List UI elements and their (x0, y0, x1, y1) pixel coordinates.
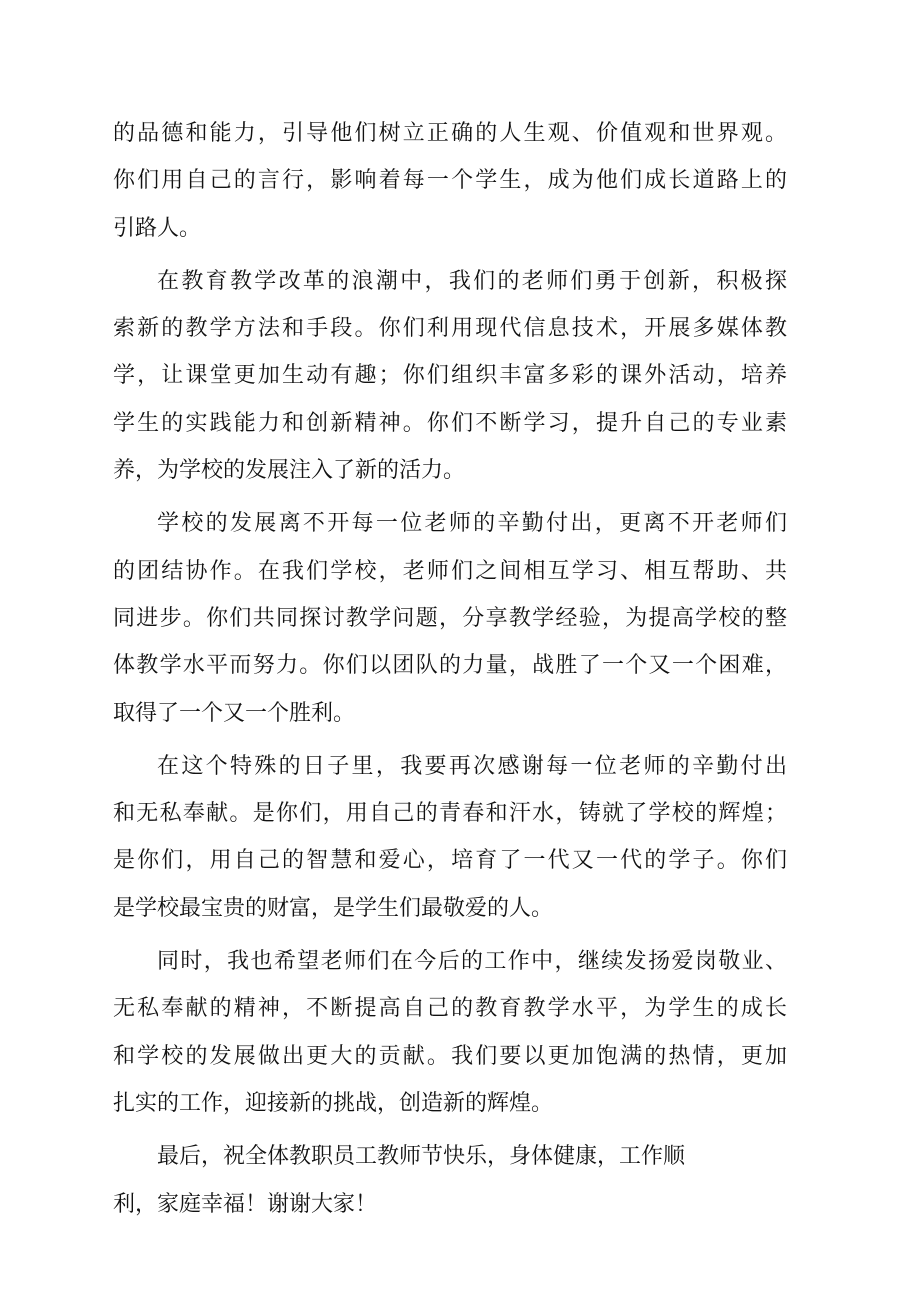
text-line: 学生的实践能力和创新精神。你们不断学习，提升自己的专业素 (113, 410, 787, 436)
paragraph (113, 258, 787, 494)
text-line: 同进步。你们共同探讨教学问题，分享教学经验，为提高学校的整 (113, 605, 787, 631)
text-line: 在这个特殊的日子里，我要再次感谢每一位老师的辛勤付出 (157, 753, 787, 779)
text-line: 取得了一个又一个胜利。 (113, 700, 356, 726)
text-line: 同时，我也希望老师们在今后的工作中，继续发扬爱岗敬业、 (157, 949, 787, 975)
text-line: 扎实的工作，迎接新的挑战，创造新的辉煌。 (113, 1090, 554, 1116)
text-line: 体教学水平而努力。你们以团队的力量，战胜了一个又一个困难， (113, 653, 787, 679)
text-line: 的团结协作。在我们学校，老师们之间相互学习、相互帮助、共 (113, 558, 787, 584)
text-line: 在教育教学改革的浪潮中，我们的老师们勇于创新，积极探 (157, 268, 787, 294)
text-line: 最后，祝全体教职员工教师节快乐，身体健康，工作顺 (157, 1144, 686, 1170)
text-line: 你们用自己的言行，影响着每一个学生，成为他们成长道路上的 (113, 168, 787, 194)
text-line: 利，家庭幸福！谢谢大家！ (113, 1191, 378, 1217)
paragraph (113, 938, 787, 1127)
text-line: 是你们，用自己的智慧和爱心，培育了一代又一代的学子。你们 (113, 848, 787, 874)
text-line: 学，让课堂更加生动有趣；你们组织丰富多彩的课外活动，培养 (113, 363, 787, 389)
paragraph (113, 110, 787, 252)
text-line: 的品德和能力，引导他们树立正确的人生观、价值观和世界观。 (113, 121, 787, 146)
paragraph (113, 743, 787, 932)
text-line: 无私奉献的精神，不断提高自己的教育教学水平，为学生的成长 (113, 996, 787, 1022)
text-line: 和学校的发展做出更大的贡献。我们要以更加饱满的热情，更加 (113, 1043, 787, 1069)
text-line: 养，为学校的发展注入了新的活力。 (113, 458, 466, 484)
paragraph (113, 500, 787, 736)
text-line: 索新的教学方法和手段。你们利用现代信息技术，开展多媒体教 (113, 316, 787, 342)
paragraph (113, 1133, 787, 1228)
text-line: 学校的发展离不开每一位老师的辛勤付出，更离不开老师们 (157, 511, 787, 537)
text-line: 是学校最宝贵的财富，是学生们最敬爱的人。 (113, 895, 554, 921)
document-body (113, 110, 787, 1228)
text-line: 引路人。 (113, 215, 202, 241)
text-line: 和无私奉献。是你们，用自己的青春和汗水，铸就了学校的辉煌； (113, 801, 787, 827)
